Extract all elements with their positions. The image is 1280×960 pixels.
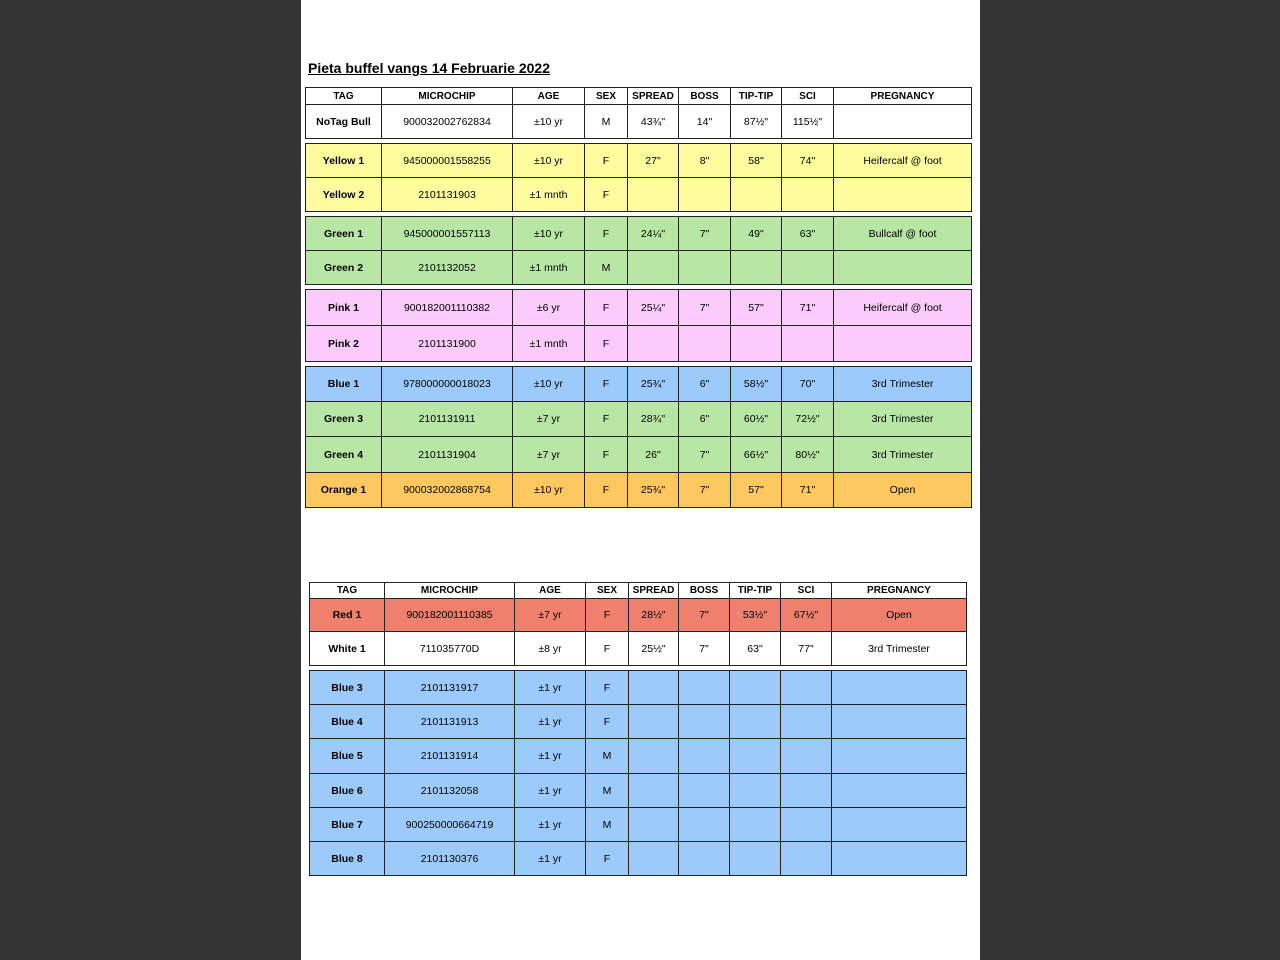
spread-cell: 25¼" <box>628 290 679 326</box>
tip-tip-cell: 57" <box>731 290 782 326</box>
pregnancy-cell <box>832 671 967 705</box>
sci-cell <box>781 671 832 705</box>
spread-cell <box>628 251 679 285</box>
microchip-cell: 2101132052 <box>382 251 513 285</box>
tip-tip-cell: 87½" <box>731 105 782 139</box>
tag-cell: Blue 7 <box>310 808 385 842</box>
age-cell: ±6 yr <box>513 290 585 326</box>
pregnancy-cell <box>834 251 972 285</box>
boss-cell <box>679 842 730 876</box>
boss-cell <box>679 808 730 842</box>
boss-cell <box>679 251 731 285</box>
sci-cell: 115½" <box>782 105 834 139</box>
microchip-cell: 2101131904 <box>382 437 513 473</box>
pregnancy-cell: Open <box>832 599 967 632</box>
age-cell: ±1 yr <box>515 705 586 739</box>
microchip-cell: 2101131911 <box>382 402 513 437</box>
table-row <box>306 290 972 326</box>
tip-tip-cell: 57" <box>731 473 782 508</box>
header-age: AGE <box>515 583 586 599</box>
spread-cell <box>628 326 679 362</box>
header-sci: SCI <box>782 88 834 105</box>
pregnancy-cell: Heifercalf @ foot <box>834 290 972 326</box>
age-cell: ±10 yr <box>513 105 585 139</box>
boss-cell: 7" <box>679 473 731 508</box>
pregnancy-cell <box>832 842 967 876</box>
tag-cell: Pink 1 <box>306 290 382 326</box>
boss-cell <box>679 705 730 739</box>
pregnancy-cell <box>832 739 967 774</box>
age-cell: ±1 mnth <box>513 251 585 285</box>
age-cell: ±10 yr <box>513 367 585 402</box>
boss-cell <box>679 178 731 212</box>
boss-cell: 8" <box>679 144 731 178</box>
header-sex: SEX <box>586 583 629 599</box>
age-cell: ±1 yr <box>515 739 586 774</box>
tip-tip-cell <box>730 774 781 808</box>
pregnancy-cell: Open <box>834 473 972 508</box>
spread-cell: 26" <box>628 437 679 473</box>
sex-cell: F <box>585 178 628 212</box>
spread-cell: 28½" <box>629 599 679 632</box>
document-page <box>301 0 980 960</box>
spread-cell: 24¼" <box>628 217 679 251</box>
age-cell: ±1 mnth <box>513 326 585 362</box>
microchip-cell: 900182001110385 <box>385 599 515 632</box>
tag-cell: Blue 4 <box>310 705 385 739</box>
microchip-cell: 2101131900 <box>382 326 513 362</box>
sci-cell: 67½" <box>781 599 832 632</box>
boss-cell: 7" <box>679 632 730 666</box>
sex-cell: M <box>585 251 628 285</box>
table-row <box>306 144 972 178</box>
tip-tip-cell <box>731 326 782 362</box>
sex-cell: F <box>586 705 629 739</box>
spread-cell <box>629 739 679 774</box>
microchip-cell: 900032002762834 <box>382 105 513 139</box>
age-cell: ±10 yr <box>513 473 585 508</box>
age-cell: ±10 yr <box>513 144 585 178</box>
tip-tip-cell: 49" <box>731 217 782 251</box>
sex-cell: F <box>585 290 628 326</box>
microchip-cell: 900182001110382 <box>382 290 513 326</box>
age-cell: ±1 yr <box>515 842 586 876</box>
microchip-cell: 900250000664719 <box>385 808 515 842</box>
header-pregnancy: PREGNANCY <box>834 88 972 105</box>
sci-cell <box>781 774 832 808</box>
sci-cell: 74" <box>782 144 834 178</box>
boss-cell: 7" <box>679 437 731 473</box>
table-row <box>310 671 967 705</box>
boss-cell: 14" <box>679 105 731 139</box>
spread-cell: 27" <box>628 144 679 178</box>
sex-cell: F <box>585 144 628 178</box>
pregnancy-cell: 3rd Trimester <box>834 402 972 437</box>
tip-tip-cell <box>730 671 781 705</box>
microchip-cell: 2101131914 <box>385 739 515 774</box>
table-row <box>310 632 967 666</box>
header-sex: SEX <box>585 88 628 105</box>
microchip-cell: 978000000018023 <box>382 367 513 402</box>
sex-cell: F <box>585 437 628 473</box>
boss-cell: 7" <box>679 599 730 632</box>
header-microchip: MICROCHIP <box>385 583 515 599</box>
spread-cell: 25½" <box>629 632 679 666</box>
boss-cell: 7" <box>679 217 731 251</box>
boss-cell: 6" <box>679 402 731 437</box>
microchip-cell: 2101130376 <box>385 842 515 876</box>
header-boss: BOSS <box>679 583 730 599</box>
table-row <box>306 326 972 362</box>
sci-cell: 72½" <box>782 402 834 437</box>
tag-cell: Green 3 <box>306 402 382 437</box>
sex-cell: F <box>586 599 629 632</box>
header-pregnancy: PREGNANCY <box>832 583 967 599</box>
age-cell: ±10 yr <box>513 217 585 251</box>
header-microchip: MICROCHIP <box>382 88 513 105</box>
pregnancy-cell <box>832 774 967 808</box>
pregnancy-cell <box>832 705 967 739</box>
tag-cell: Blue 1 <box>306 367 382 402</box>
table-row <box>306 217 972 251</box>
pregnancy-cell: 3rd Trimester <box>834 437 972 473</box>
sci-cell <box>781 739 832 774</box>
tag-cell: Yellow 2 <box>306 178 382 212</box>
microchip-cell: 945000001558255 <box>382 144 513 178</box>
table-row <box>306 437 972 473</box>
sci-cell <box>782 326 834 362</box>
spread-cell: 43¾" <box>628 105 679 139</box>
tag-cell: Blue 3 <box>310 671 385 705</box>
sci-cell <box>781 808 832 842</box>
sex-cell: F <box>585 367 628 402</box>
tag-cell: Red 1 <box>310 599 385 632</box>
microchip-cell: 2101131913 <box>385 705 515 739</box>
boss-cell: 6" <box>679 367 731 402</box>
tag-cell: Blue 8 <box>310 842 385 876</box>
sex-cell: M <box>586 808 629 842</box>
table-header <box>306 88 972 105</box>
tag-cell: Blue 6 <box>310 774 385 808</box>
header-tip-tip: TIP-TIP <box>731 88 782 105</box>
boss-cell: 7" <box>679 290 731 326</box>
header-tag: TAG <box>310 583 385 599</box>
pregnancy-cell: 3rd Trimester <box>834 367 972 402</box>
pregnancy-cell: 3rd Trimester <box>832 632 967 666</box>
pregnancy-cell <box>834 105 972 139</box>
sci-cell <box>782 178 834 212</box>
spread-cell <box>629 842 679 876</box>
tip-tip-cell: 63" <box>730 632 781 666</box>
table-row <box>310 599 967 632</box>
pregnancy-cell <box>832 808 967 842</box>
sex-cell: F <box>585 326 628 362</box>
tag-cell: Orange 1 <box>306 473 382 508</box>
sci-cell: 71" <box>782 473 834 508</box>
header-tag: TAG <box>306 88 382 105</box>
sci-cell: 70" <box>782 367 834 402</box>
spread-cell: 25¾" <box>628 473 679 508</box>
header-spread: SPREAD <box>629 583 679 599</box>
microchip-cell: 711035770D <box>385 632 515 666</box>
pregnancy-cell: Bullcalf @ foot <box>834 217 972 251</box>
age-cell: ±7 yr <box>513 402 585 437</box>
sci-cell <box>781 842 832 876</box>
buffalo-table-1 <box>305 87 972 508</box>
table-header <box>310 583 967 599</box>
boss-cell <box>679 671 730 705</box>
sex-cell: F <box>586 842 629 876</box>
sex-cell: F <box>586 632 629 666</box>
table-row <box>306 251 972 285</box>
spread-cell <box>628 178 679 212</box>
tip-tip-cell: 53½" <box>730 599 781 632</box>
spread-cell <box>629 705 679 739</box>
microchip-cell: 2101131917 <box>385 671 515 705</box>
sci-cell <box>781 705 832 739</box>
sex-cell: F <box>585 217 628 251</box>
pregnancy-cell <box>834 178 972 212</box>
sci-cell <box>782 251 834 285</box>
sex-cell: M <box>585 105 628 139</box>
microchip-cell: 945000001557113 <box>382 217 513 251</box>
sci-cell: 63" <box>782 217 834 251</box>
table-row <box>306 367 972 402</box>
buffalo-table-2 <box>309 582 967 876</box>
boss-cell <box>679 774 730 808</box>
table-row <box>310 808 967 842</box>
spread-cell <box>629 671 679 705</box>
age-cell: ±7 yr <box>515 599 586 632</box>
header-spread: SPREAD <box>628 88 679 105</box>
boss-cell <box>679 739 730 774</box>
pregnancy-cell: Heifercalf @ foot <box>834 144 972 178</box>
tag-cell: Green 4 <box>306 437 382 473</box>
spread-cell: 25¾" <box>628 367 679 402</box>
sex-cell: F <box>586 671 629 705</box>
header-age: AGE <box>513 88 585 105</box>
tag-cell: NoTag Bull <box>306 105 382 139</box>
microchip-cell: 2101131903 <box>382 178 513 212</box>
tip-tip-cell <box>730 705 781 739</box>
sci-cell: 71" <box>782 290 834 326</box>
table-row <box>306 473 972 508</box>
spread-cell: 28¾" <box>628 402 679 437</box>
table-row <box>310 705 967 739</box>
age-cell: ±8 yr <box>515 632 586 666</box>
microchip-cell: 900032002868754 <box>382 473 513 508</box>
age-cell: ±7 yr <box>513 437 585 473</box>
tip-tip-cell: 60½" <box>731 402 782 437</box>
tip-tip-cell <box>730 739 781 774</box>
sci-cell: 80½" <box>782 437 834 473</box>
tip-tip-cell: 58" <box>731 144 782 178</box>
sex-cell: M <box>586 739 629 774</box>
tip-tip-cell <box>730 808 781 842</box>
pregnancy-cell <box>834 326 972 362</box>
age-cell: ±1 yr <box>515 671 586 705</box>
tip-tip-cell <box>731 251 782 285</box>
age-cell: ±1 yr <box>515 808 586 842</box>
spread-cell <box>629 774 679 808</box>
table-row <box>306 178 972 212</box>
table-row <box>306 105 972 139</box>
tag-cell: White 1 <box>310 632 385 666</box>
spread-cell <box>629 808 679 842</box>
tip-tip-cell: 66½" <box>731 437 782 473</box>
microchip-cell: 2101132058 <box>385 774 515 808</box>
header-boss: BOSS <box>679 88 731 105</box>
tag-cell: Green 1 <box>306 217 382 251</box>
tip-tip-cell <box>730 842 781 876</box>
age-cell: ±1 yr <box>515 774 586 808</box>
sex-cell: M <box>586 774 629 808</box>
table-row <box>310 774 967 808</box>
tag-cell: Pink 2 <box>306 326 382 362</box>
header-tip-tip: TIP-TIP <box>730 583 781 599</box>
tip-tip-cell <box>731 178 782 212</box>
sex-cell: F <box>585 473 628 508</box>
tag-cell: Yellow 1 <box>306 144 382 178</box>
tip-tip-cell: 58½" <box>731 367 782 402</box>
table-row <box>306 402 972 437</box>
table-row <box>310 739 967 774</box>
sex-cell: F <box>585 402 628 437</box>
sci-cell: 77" <box>781 632 832 666</box>
header-sci: SCI <box>781 583 832 599</box>
document-title: Pieta buffel vangs 14 Februarie 2022 <box>308 60 550 76</box>
boss-cell <box>679 326 731 362</box>
tag-cell: Blue 5 <box>310 739 385 774</box>
tag-cell: Green 2 <box>306 251 382 285</box>
age-cell: ±1 mnth <box>513 178 585 212</box>
table-row <box>310 842 967 876</box>
